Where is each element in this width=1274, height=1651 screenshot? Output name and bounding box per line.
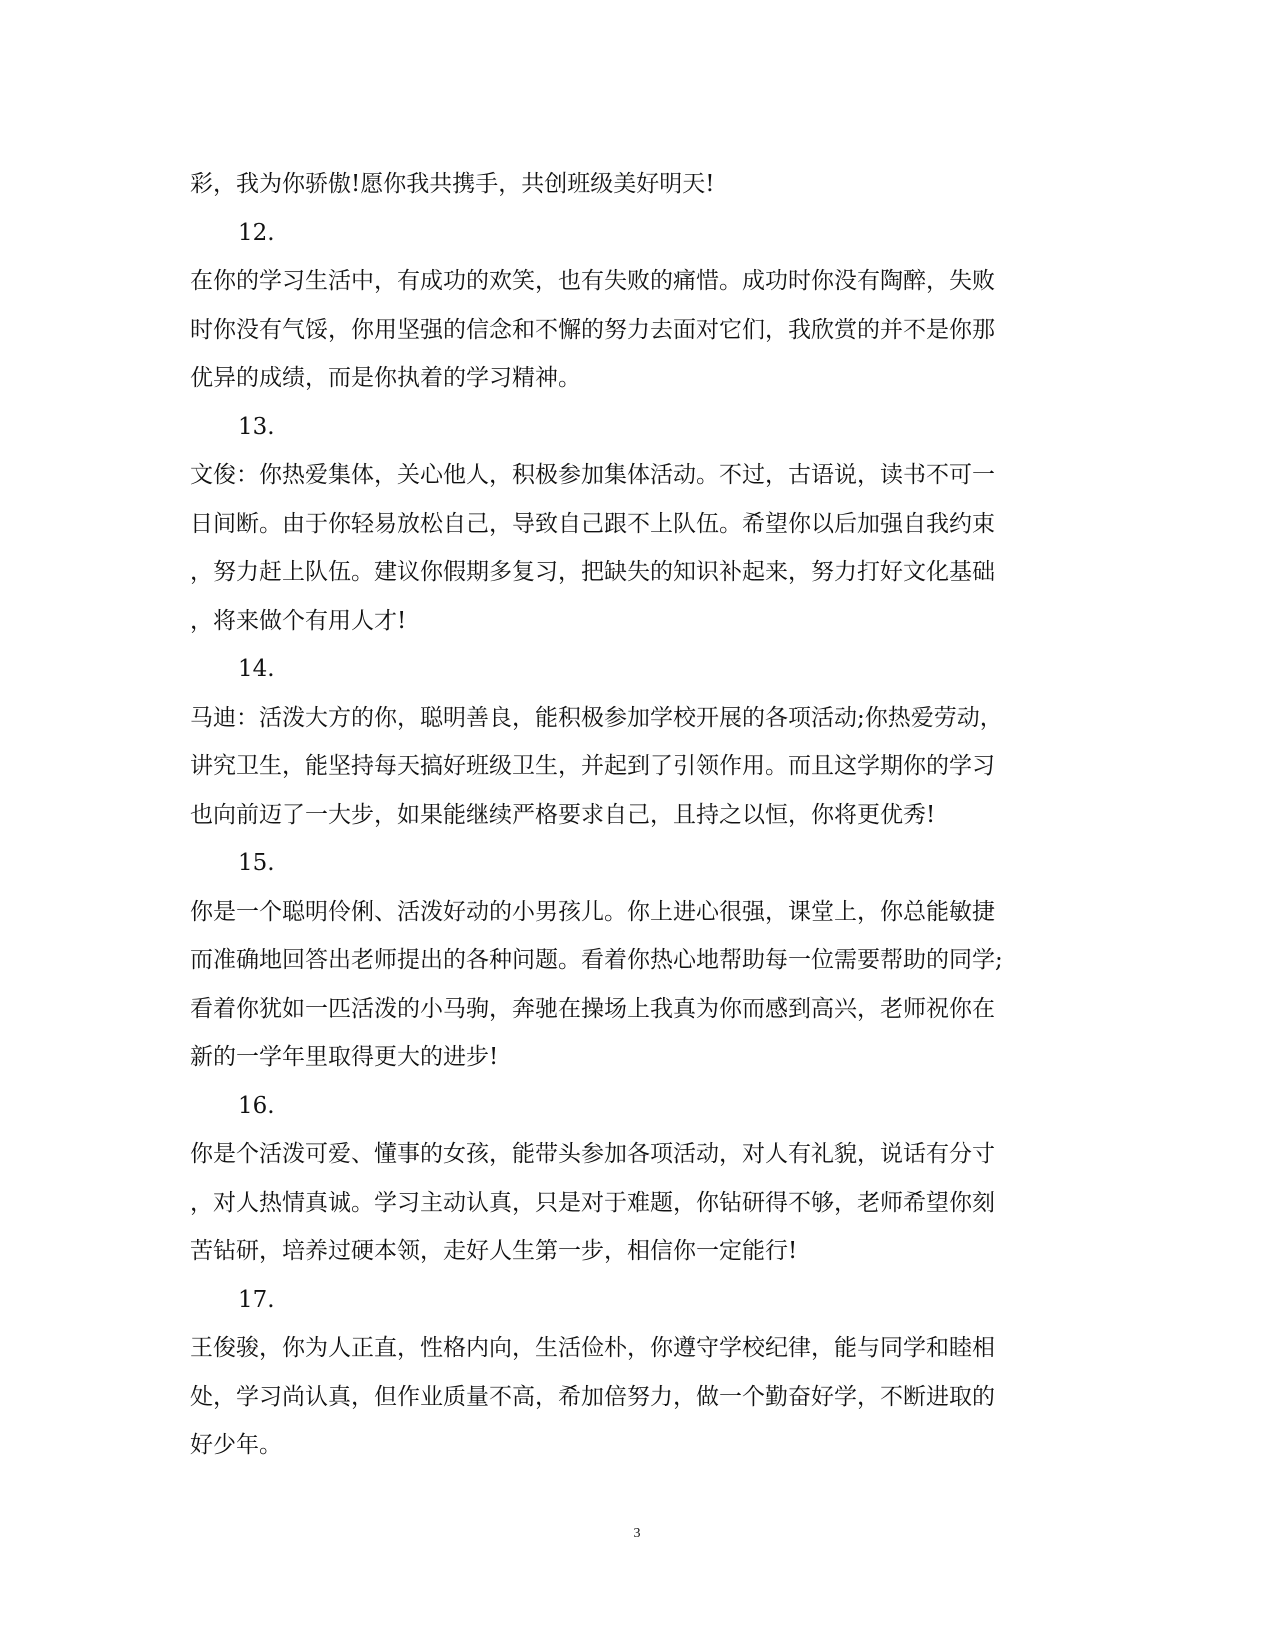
page-number: 3: [633, 1526, 641, 1541]
text-line: 你是个活泼可爱、懂事的女孩，能带头参加各项活动，对人有礼貌，说话有分寸: [190, 1141, 995, 1167]
text-line: 你是一个聪明伶俐、活泼好动的小男孩儿。你上进心很强，课堂上，你总能敏捷: [190, 898, 995, 925]
text-line: ，对人热情真诚。学习主动认真，只是对于难题，你钻研得不够，老师希望你刻: [190, 1189, 995, 1216]
item-number: 15.: [238, 850, 275, 876]
text-line: ，努力赶上队伍。建议你假期多复习，把缺失的知识补起来，努力打好文化基础: [190, 559, 995, 585]
text-line: 文俊：你热爱集体，关心他人，积极参加集体活动。不过，古语说，读书不可一: [190, 462, 995, 488]
text-line: 在你的学习生活中，有成功的欢笑，也有失败的痛惜。成功时你没有陶醉，失败: [190, 268, 995, 294]
item-number: 14.: [238, 656, 275, 682]
text-line: 日间断。由于你轻易放松自己，导致自己跟不上队伍。希望你以后加强自我约束: [190, 510, 995, 537]
item-number: 12.: [238, 219, 275, 246]
body-text: [190, 160, 1070, 1470]
text-line: ，将来做个有用人才!: [190, 607, 407, 634]
text-line: 讲究卫生，能坚持每天搞好班级卫生，并起到了引领作用。而且这学期你的学习: [190, 753, 995, 779]
text-line: 彩，我为你骄傲!愿你我共携手，共创班级美好明天!: [190, 171, 715, 197]
item-number: 13.: [238, 413, 275, 440]
text-line: 时你没有气馁，你用坚强的信念和不懈的努力去面对它们，我欣赏的并不是你那: [190, 316, 995, 343]
text-line: 也向前迈了一大步，如果能继续严格要求自己，且持之以恒，你将更优秀!: [190, 801, 936, 828]
text-line: 新的一学年里取得更大的进步!: [190, 1044, 499, 1070]
text-line: 看着你犹如一匹活泼的小马驹，奔驰在操场上我真为你而感到高兴，老师祝你在: [190, 995, 995, 1022]
text-line: 优异的成绩，而是你执着的学习精神。: [190, 365, 581, 391]
text-line: 马迪：活泼大方的你，聪明善良，能积极参加学校开展的各项活动;你热爱劳动，: [190, 704, 1003, 731]
text-line: 王俊骏，你为人正直，性格内向，生活俭朴，你遵守学校纪律，能与同学和睦相: [190, 1335, 995, 1361]
text-line: 好少年。: [190, 1432, 282, 1458]
text-line: 处，学习尚认真，但作业质量不高，希加倍努力，做一个勤奋好学，不断进取的: [190, 1383, 995, 1410]
item-number: 17.: [238, 1286, 275, 1313]
text-line: 而准确地回答出老师提出的各种问题。看着你热心地帮助每一位需要帮助的同学;: [190, 947, 1003, 973]
text-line: 苦钻研，培养过硬本领，走好人生第一步，相信你一定能行!: [190, 1238, 798, 1264]
item-number: 16.: [238, 1092, 275, 1119]
